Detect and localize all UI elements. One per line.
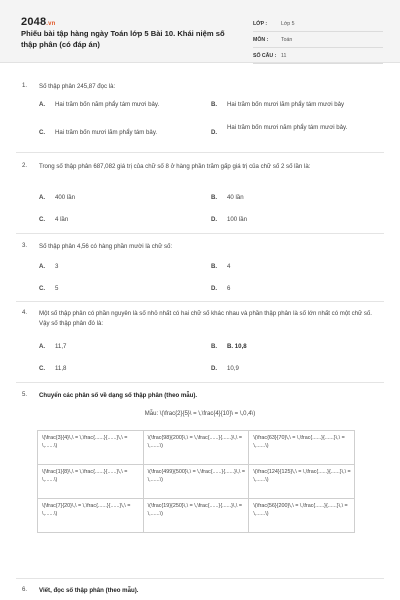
option-text: 5 xyxy=(55,285,59,292)
meta-row-count xyxy=(253,48,383,64)
question-number: 1. xyxy=(22,82,28,89)
divider xyxy=(16,382,384,383)
option-text: 40 lần xyxy=(227,194,244,201)
meta-value: 11 xyxy=(281,52,287,59)
question-text: Số thập phân 245,87 đọc là: xyxy=(39,83,116,90)
question-text: Viết, đọc số thập phân (theo mẫu). xyxy=(39,587,139,594)
table-cell[interactable]: \(\frac{124}{125}\,\ = \,\frac{......}{......}\,\ = \,......\) xyxy=(249,465,355,499)
question-text: Một số thập phân có phần nguyên là số nhỏ nhất có hai chữ số khác nhau và phần thập phân là số lớn nhất có một chữ số. Vậy số thập phân đó là: xyxy=(39,310,372,327)
option-letter: C. xyxy=(39,365,46,372)
question-text: Chuyển các phân số về dạng số thập phân (theo mẫu). xyxy=(39,392,198,399)
question-number: 3. xyxy=(22,242,28,249)
divider xyxy=(16,152,384,153)
option-text: 10,9 xyxy=(227,365,239,372)
option-letter: A. xyxy=(39,263,46,270)
option-letter: C. xyxy=(39,129,46,136)
divider xyxy=(16,233,384,234)
page-header xyxy=(0,0,400,63)
option-letter: B. xyxy=(211,343,218,350)
option-letter: D. xyxy=(211,129,218,136)
option-letter: D. xyxy=(211,285,218,292)
meta-info xyxy=(253,16,383,64)
table-row xyxy=(38,465,355,499)
meta-label: MÔN : xyxy=(253,36,269,43)
table-cell[interactable]: \(\frac{3}{4}\,\ = \,\frac{......}{......}\,\ = \,......\) xyxy=(38,431,144,465)
option-letter: B. xyxy=(211,101,218,108)
option-letter: A. xyxy=(39,194,46,201)
option-text: 100 lần xyxy=(227,216,247,223)
option-letter: D. xyxy=(211,216,218,223)
option-letter: A. xyxy=(39,343,46,350)
option-text: 400 lần xyxy=(55,194,75,201)
option-letter: C. xyxy=(39,285,46,292)
option-letter: C. xyxy=(39,216,46,223)
option-letter: B. xyxy=(211,263,218,270)
site-logo[interactable] xyxy=(21,16,56,28)
question-number: 4. xyxy=(22,309,28,316)
table-row xyxy=(38,499,355,533)
option-letter: D. xyxy=(211,365,218,372)
divider xyxy=(16,578,384,579)
option-text: Hai trăm bốn năm phẩy tám mươi bảy. xyxy=(55,101,160,108)
table-cell[interactable]: \(\frac{19}{250}\,\ = \,\frac{......}{......}\,\ = \,......\) xyxy=(143,499,249,533)
meta-label: SỐ CÂU : xyxy=(253,52,277,59)
option-text: 4 lần xyxy=(55,216,69,223)
page-title: Phiếu bài tập hàng ngày Toán lớp 5 Bài 10. Khái niệm số thập phân (có đáp án) xyxy=(21,29,225,49)
table-cell[interactable]: \(\frac{7}{20}\,\ = \,\frac{......}{......}\,\ = \,......\) xyxy=(38,499,144,533)
question-number: 6. xyxy=(22,586,28,593)
option-letter: B. xyxy=(211,194,218,201)
meta-label: LỚP : xyxy=(253,20,268,27)
meta-value: Lớp 5 xyxy=(281,20,295,27)
fraction-table xyxy=(37,430,355,533)
logo-main: 2048 xyxy=(21,16,47,28)
question-number: 5. xyxy=(22,391,28,398)
option-text: 6 xyxy=(227,285,231,292)
example-formula: Mẫu: \(\frac{2}{5}\ = \,\frac{4}{10}\ = \,0,4\) xyxy=(144,411,256,417)
option-text: Hai trăm bốn mươi lăm phẩy tám bảy. xyxy=(55,129,158,136)
question-number: 2. xyxy=(22,162,28,169)
option-text: 4 xyxy=(227,263,231,270)
option-text: 11,8 xyxy=(55,365,67,372)
meta-row-class xyxy=(253,16,383,32)
option-text: 3 xyxy=(55,263,59,270)
option-text: 11,7 xyxy=(55,343,67,350)
table-cell[interactable]: \(\frac{499}{500}\,\ = \,\frac{......}{......}\,\ = \,......\) xyxy=(143,465,249,499)
table-cell[interactable]: \(\frac{98}{200}\,\ = \,\frac{......}{......}\,\ = \,......\) xyxy=(143,431,249,465)
question-text: Trong số thập phân 687,082 giá trị của chữ số 8 ở hàng phần trăm gấp giá trị của chữ số 2 số lần là: xyxy=(39,163,311,170)
meta-row-subject xyxy=(253,32,383,48)
option-letter: A. xyxy=(39,101,46,108)
table-cell[interactable]: \(\frac{56}{200}\,\ = \,\frac{......}{......}\,\ = \,......\) xyxy=(249,499,355,533)
divider xyxy=(16,301,384,302)
option-text: Hai trăm bốn mươi năm phẩy tám mươi bảy. xyxy=(227,124,348,131)
option-text: Hai trăm bốn mươi lăm phẩy tám mươi bảy xyxy=(227,101,345,108)
question-text: Số thập phân 4,56 có hàng phần mười là chữ số: xyxy=(39,243,173,250)
option-text: B. 10,8 xyxy=(227,343,247,350)
meta-value: Toán xyxy=(281,36,293,43)
table-cell[interactable]: \(\frac{1}{8}\,\ = \,\frac{......}{......}\,\ = \,......\) xyxy=(38,465,144,499)
table-cell[interactable]: \(\frac{63}{70}\,\ = \,\frac{......}{......}\,\ = \,......\) xyxy=(249,431,355,465)
logo-suffix: .vn xyxy=(46,21,56,27)
table-row xyxy=(38,431,355,465)
